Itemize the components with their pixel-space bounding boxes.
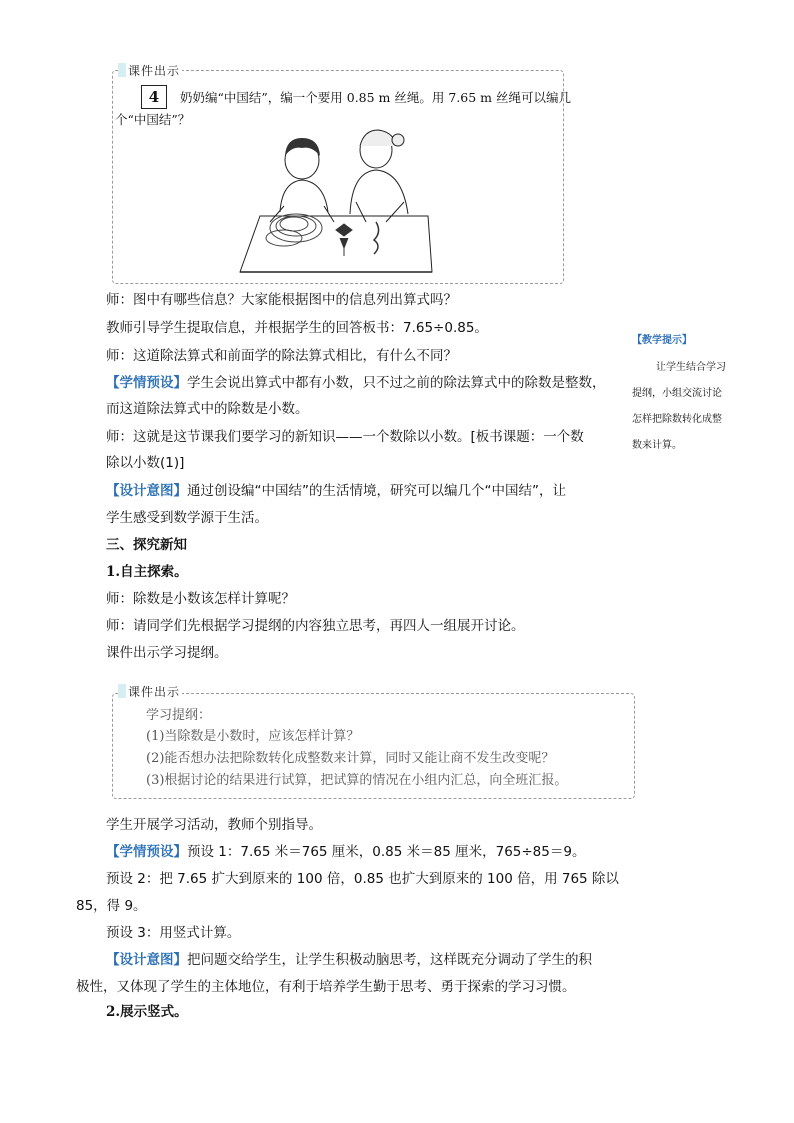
design-intent-1 [106, 482, 566, 500]
subheading-show-vertical: 2.展示竖式。 [106, 1004, 188, 1020]
problem-number: 4 [141, 85, 167, 109]
sidebar-line-4: 数来计算。 [632, 440, 682, 451]
teacher-instruction: 师：请同学们先根据学习提纲的内容独立思考，再四人一组展开讨论。 [106, 618, 525, 634]
problem-text-line2: 个“中国结”？ [115, 112, 191, 127]
sidebar-line-3: 怎样把除数转化成整 [632, 414, 722, 425]
student-prediction-1 [106, 374, 606, 392]
section-heading-explore: 三、探究新知 [106, 537, 187, 553]
prediction-3: 预设 3：用竖式计算。 [106, 925, 241, 941]
courseware-tag-2: 课件出示 [128, 685, 181, 699]
design-intent-2 [106, 951, 592, 969]
prediction-2-line1: 预设 2：把 7.65 扩大到原来的 100 倍，0.85 也扩大到原来的 100 倍，用 765 除以 [106, 871, 619, 887]
design-2-text-a: 把问题交给学生，让学生积极动脑思考，这样既充分调动了学生的积 [187, 952, 592, 968]
prediction-tag: 【学情预设】 [106, 375, 187, 391]
subheading-self-explore: 1.自主探索。 [106, 564, 188, 580]
sidebar-title: 【教学提示】 [632, 335, 692, 346]
prediction-1-text: 预设 1：7.65 米＝765 厘米，0.85 米＝85 厘米，765÷85＝9。 [187, 844, 586, 860]
design-2-text-b: 极性，又体现了学生的主体地位，有利于培养学生勤于思考、勇于探索的学习习惯。 [76, 979, 576, 995]
sidebar-line-1: 让学生结合学习 [656, 362, 726, 373]
teacher-question-3: 师：除数是小数该怎样计算呢？ [106, 591, 295, 607]
prediction-tag-2: 【学情预设】 [106, 844, 187, 860]
student-prediction-2 [106, 843, 585, 861]
teacher-question-2: 师：这道除法算式和前面学的除法算式相比，有什么不同？ [106, 348, 457, 364]
problem-text-line1: 奶奶编“中国结”，编一个要用 0.85 m 丝绳。用 7.65 m 丝绳可以编几 [180, 90, 571, 105]
student-activity: 学生开展学习活动，教师个别指导。 [106, 817, 322, 833]
teacher-question-1: 师：图中有哪些信息？大家能根据图中的信息列出算式吗？ [106, 292, 457, 308]
prediction-2-line2: 85，得 9。 [76, 898, 147, 914]
grandma-child-knot-illustration [236, 126, 436, 276]
outline-title: 学习提纲： [146, 708, 212, 723]
design-text-a: 通过创设编“中国结”的生活情境，研究可以编几个“中国结”，让 [187, 483, 566, 499]
courseware-outline-note: 课件出示学习提纲。 [106, 645, 228, 661]
teacher-topic-line1: 师：这就是这节课我们要学习的新知识——一个数除以小数。[板书课题：一个数 [106, 429, 584, 445]
design-tag-2: 【设计意图】 [106, 952, 187, 968]
outline-item-3: (3)根据讨论的结果进行试算，把试算的情况在小组内汇总，向全班汇报。 [146, 773, 568, 788]
teacher-topic-line2: 除以小数(1)] [106, 455, 185, 471]
outline-item-1: (1)当除数是小数时，应该怎样计算？ [146, 729, 360, 744]
prediction-text-a: 学生会说出算式中都有小数，只不过之前的除法算式中的除数是整数， [187, 375, 606, 391]
design-tag: 【设计意图】 [106, 483, 187, 499]
teacher-guide: 教师引导学生提取信息，并根据学生的回答板书：7.65÷0.85。 [106, 320, 488, 336]
prediction-text-b: 而这道除法算式中的除数是小数。 [106, 401, 309, 417]
courseware-tag: 课件出示 [128, 64, 181, 78]
sidebar-line-2: 提纲，小组交流讨论 [632, 388, 722, 399]
design-text-b: 学生感受到数学源于生活。 [106, 510, 268, 526]
outline-item-2: (2)能否想办法把除数转化成整数来计算，同时又能让商不发生改变呢？ [146, 751, 555, 766]
